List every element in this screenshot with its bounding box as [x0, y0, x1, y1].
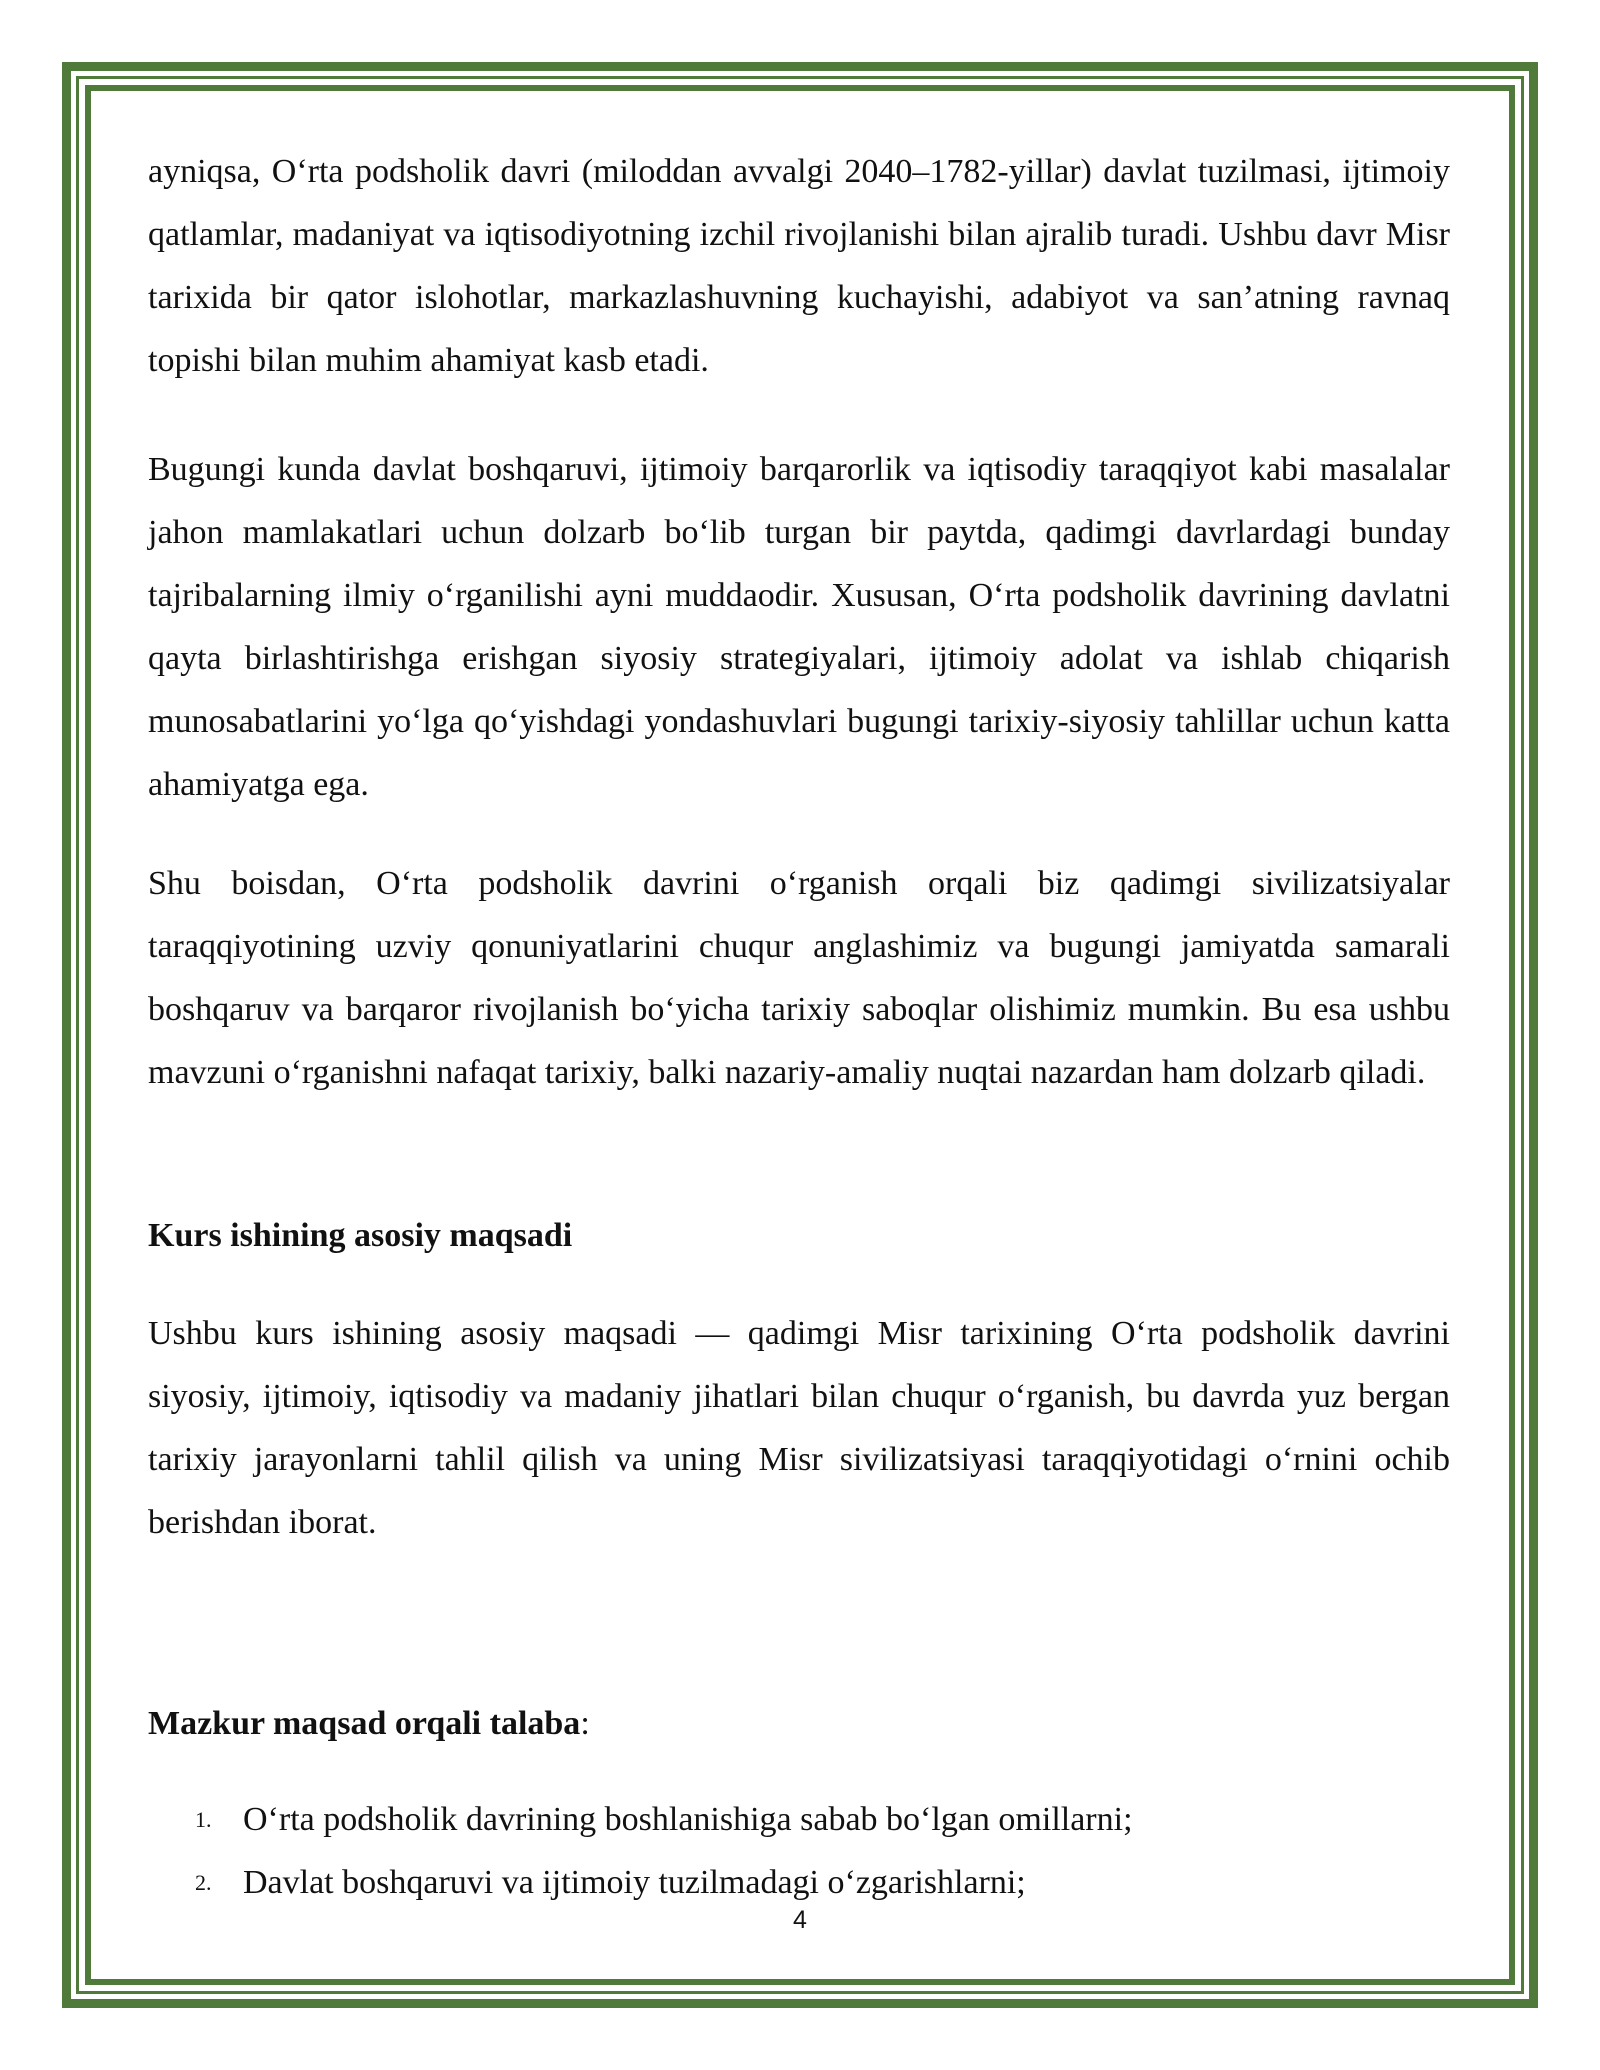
paragraph-intro-continuation: ayniqsa, O‘rta podsholik davri (miloddan avvalgi 2040–1782-yillar) davlat tuzilmasi, ijtimoiy qatlamlar, madaniyat va iqtisodiyotning izchil rivojlanishi bilan ajralib turadi. Ushbu davr Misr tarixida bir qator islohotlar, markazlashuvning kuchayishi, adabiyot va san’atning ravnaq topishi bilan muhim ahamiyat kasb etadi. [148, 153, 1450, 379]
paragraph-relevance: Bugungi kunda davlat boshqaruvi, ijtimoiy barqarorlik va iqtisodiy taraqqiyot kabi masalalar jahon mamlakatlari uchun dolzarb bo‘lib turgan bir paytda, qadimgi davrlardagi bunday tajribalarning ilmiy o‘rganilishi ayni muddaodir. Xususan, O‘rta podsholik davrining davlatni qayta birlashtirishga erishgan siyosiy strategiyalari, ijtimoiy adolat va ishlab chiqarish munosabatlarini yo‘lga qo‘yishdagi yondashuvlari bugungi tarixiy-siyosiy tahlillar uchun katta ahamiyatga ega. [148, 451, 1450, 803]
list-item-text: Davlat boshqaruvi va ijtimoiy tuzilmadagi o‘zgarishlarni; [243, 1864, 1026, 1901]
list-item [148, 1788, 1450, 1851]
paragraph-conclusion: Shu boisdan, O‘rta podsholik davrini o‘rganish orqali biz qadimgi sivilizatsiyalar taraqqiyotining uzviy qonuniyatlarini chuqur anglashimiz va bugungi jamiyatda samarali boshqaruv va barqaror rivojlanish bo‘yicha tarixiy saboqlar olishimiz mumkin. Bu esa ushbu mavzuni o‘rganishni nafaqat tarixiy, balki nazariy-amaliy nuqtai nazardan ham dolzarb qiladi. [148, 865, 1450, 1091]
heading-through-goal-bold: Mazkur maqsad orqali talaba [148, 1705, 581, 1742]
list-item-number: 2. [195, 1870, 212, 1895]
list-item [148, 1851, 1450, 1914]
list-item-text: O‘rta podsholik davrining boshlanishiga sabab bo‘lgan omillarni; [243, 1801, 1133, 1838]
heading-through-goal-colon: : [580, 1705, 590, 1742]
heading-through-goal [148, 1692, 590, 1755]
paragraph-main-goal: Ushbu kurs ishining asosiy maqsadi — qadimgi Misr tarixining O‘rta podsholik davrini siyosiy, ijtimoiy, iqtisodiy va madaniy jihatlari bilan chuqur o‘rganish, bu davrda yuz bergan tarixiy jarayonlarni tahlil qilish va uning Misr sivilizatsiyasi taraqqiyotidagi o‘rnini ochib berishdan iborat. [148, 1315, 1450, 1541]
heading-main-goal: Kurs ishining asosiy maqsadi [148, 1217, 573, 1254]
goals-list [148, 1788, 1450, 1914]
list-item-number: 1. [195, 1807, 212, 1832]
page-number: 4 [793, 1906, 807, 1934]
